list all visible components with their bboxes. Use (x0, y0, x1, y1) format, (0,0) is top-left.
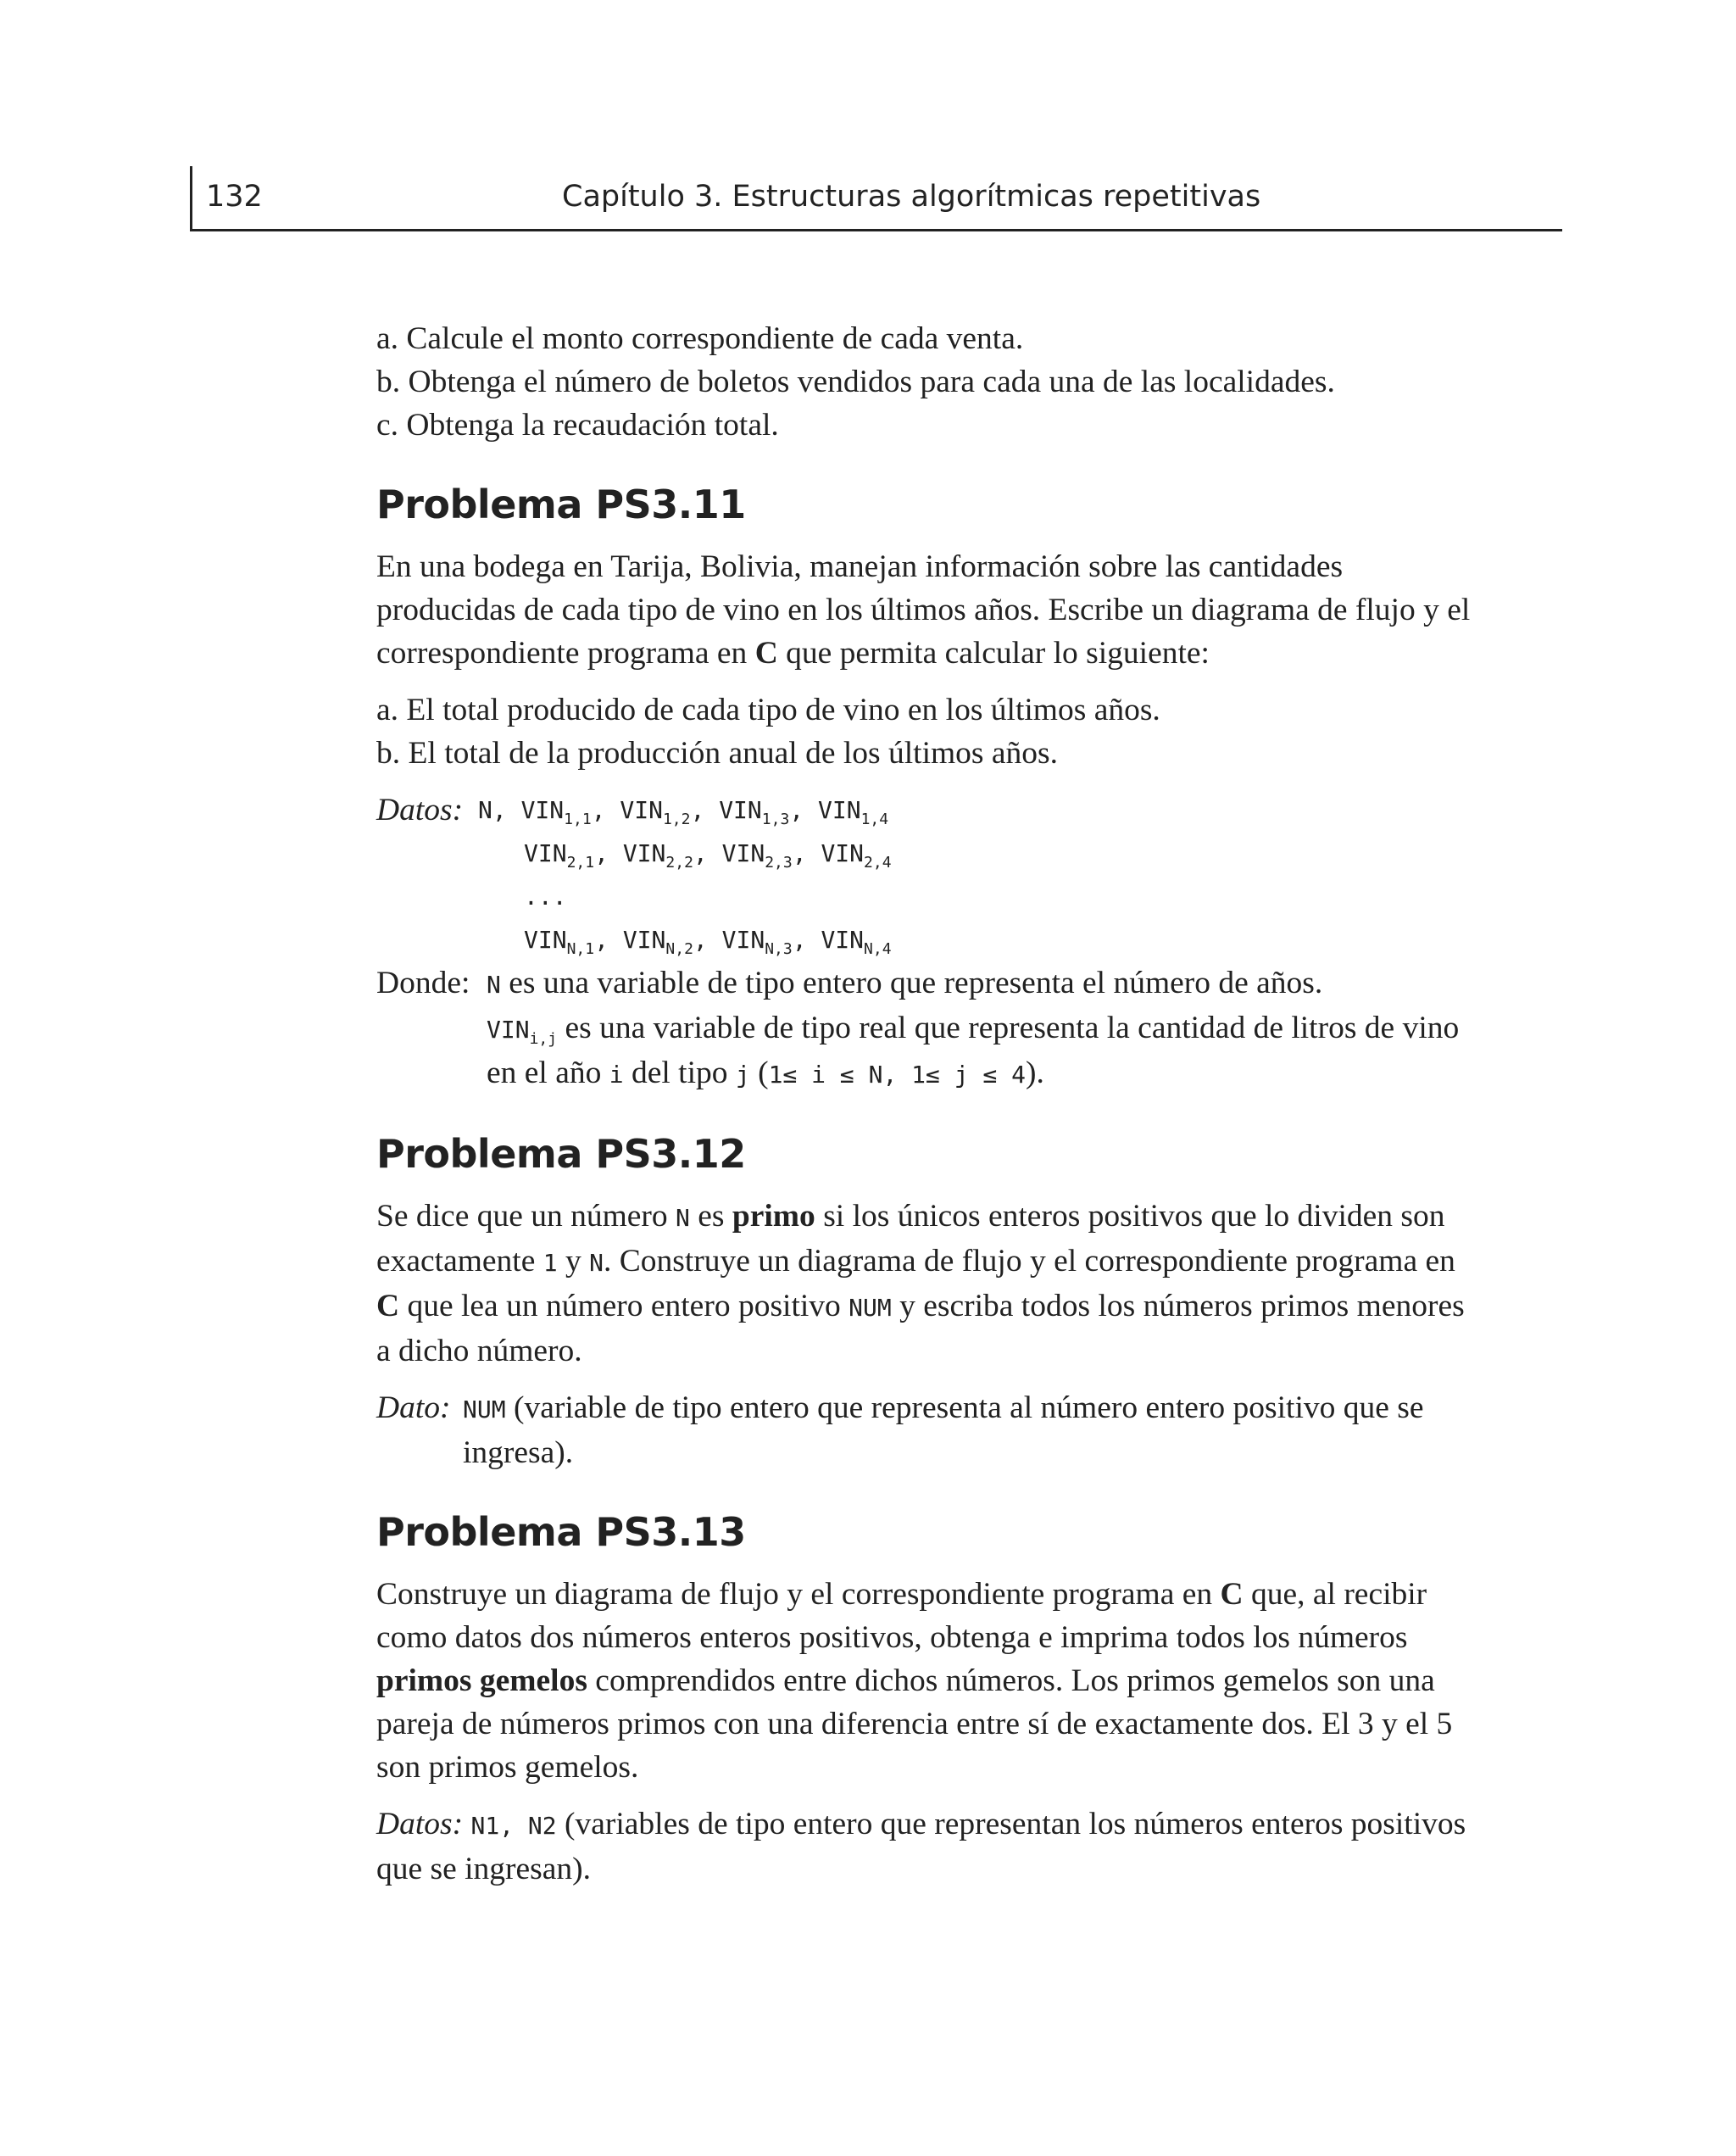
donde-content (487, 961, 1478, 1096)
intro-list-item-b: b. Obtenga el número de boletos vendidos para cada una de las localidades. (376, 365, 1335, 399)
ps312-dato (376, 1386, 1478, 1474)
donde-vin-line: $VIN_{i,j}$ es una variable de tipo real que representa la cantidad de litros de vino en el año i del tipo j (1≤ i ≤ N, 1≤ j ≤ 4). (487, 1011, 1460, 1090)
datos-ellipsis: ... (524, 883, 567, 911)
running-header (190, 166, 1562, 231)
problem-ps312-title: Problema PS3.12 (376, 1131, 746, 1177)
ps311-list-item-b: b. El total de la producción anual de los últimos años. (376, 736, 1058, 771)
dato-label: Dato: (376, 1390, 451, 1425)
ps311-list-item-a: a. El total producido de cada tipo de vino en los últimos años. (376, 693, 1160, 727)
problem-ps311-statement: En una bodega en Tarija, Bolivia, manejan información sobre las cantidades producidas de cada tipo de vino en los últimos años. Escribe un diagrama de flujo y el correspondiente programa en C que permita calcular lo siguiente: (376, 549, 1471, 671)
ps311-donde (376, 961, 1478, 1096)
datos-values (478, 788, 1478, 961)
problem-ps313-title: Problema PS3.13 (376, 1509, 746, 1555)
body-text (376, 317, 1478, 1891)
chapter-title: Capítulo 3. Estructuras algorítmicas repetitivas (562, 180, 1261, 214)
donde-n-line: N es una variable de tipo entero que representa el número de años. (487, 966, 1323, 1000)
datos-label: Datos: (376, 793, 464, 827)
ps311-datos (376, 788, 1478, 961)
page-number: 132 (206, 180, 263, 214)
datos-row-2: $VIN_{2,1}$, $VIN_{2,2}$, $VIN_{2,3}$, $VIN_{2,4}$ (524, 839, 892, 872)
datos-row-1: N, $VIN_{1,1}$, $VIN_{1,2}$, $VIN_{1,3}$, $VIN_{1,4}$ (478, 796, 889, 828)
datos-row-n: $VIN_{N,1}$, $VIN_{N,2}$, $VIN_{N,3}$, $VIN_{N,4}$ (524, 926, 892, 958)
intro-list-item-a: a. Calcule el monto correspondiente de cada venta. (376, 321, 1024, 356)
problem-ps312-statement: Se dice que un número N es primo si los únicos enteros positivos que lo dividen son exactamente 1 y N. Construye un diagrama de flujo y el correspondiente programa en C que lea un número entero positivo NUM y escriba todos los números primos menores a dicho número. (376, 1199, 1465, 1368)
ps313-datos: Datos: N1, N2 (variables de tipo entero que representan los números enteros positivos que se ingresan). (376, 1807, 1466, 1886)
intro-list-item-c: c. Obtenga la recaudación total. (376, 408, 779, 443)
dato-text: NUM (variable de tipo entero que representa al número entero positivo que se ingresa). (463, 1390, 1424, 1470)
problem-ps311-title: Problema PS3.11 (376, 482, 746, 527)
problem-ps313-statement: Construye un diagrama de flujo y el correspondiente programa en C que, al recibir como datos dos números enteros positivos, obtenga e imprima todos los números primos gemelos comprendidos entre dichos números. Los primos gemelos son una pareja de números primos con una diferencia entre sí de exactamente dos. El 3 y el 5 son primos gemelos. (376, 1577, 1453, 1785)
donde-label: Donde: (376, 966, 470, 1000)
